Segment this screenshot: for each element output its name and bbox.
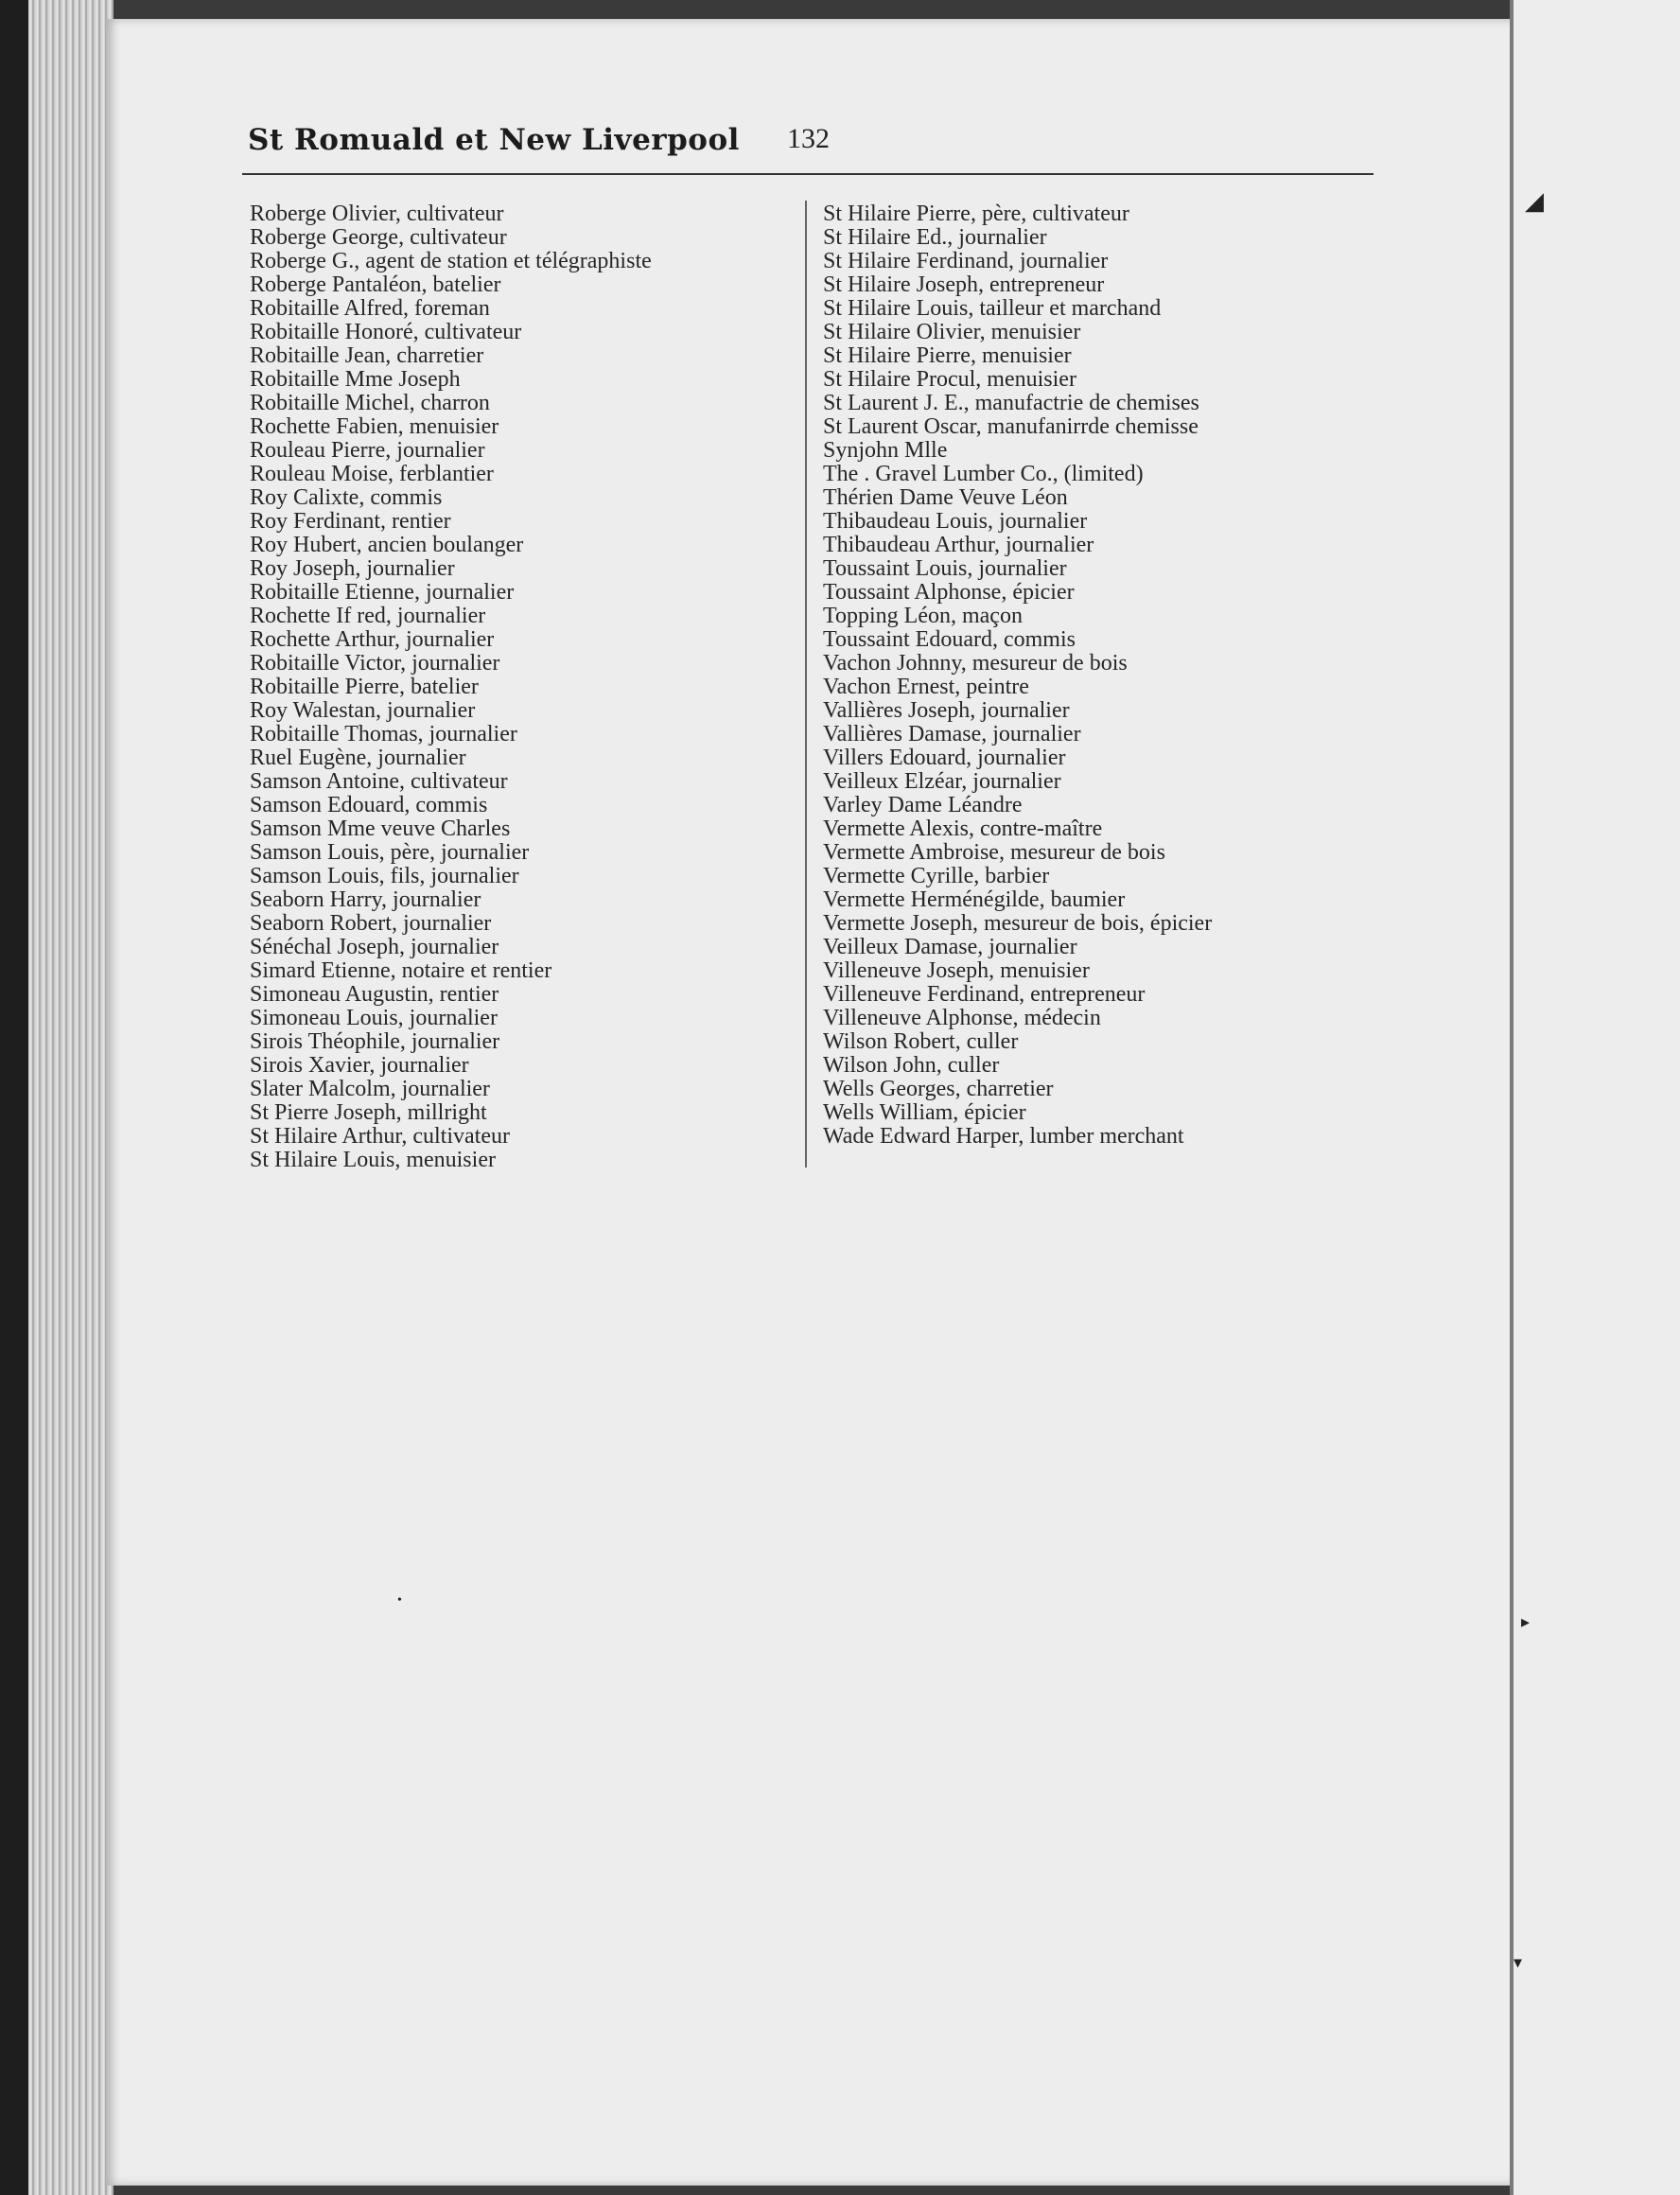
directory-entry: Robitaille Pierre, batelier — [250, 675, 479, 699]
directory-entry: St Hilaire Louis, menuisier — [250, 1148, 496, 1172]
directory-entry: Vachon Ernest, peintre — [823, 675, 1029, 699]
margin-mark: ▸ — [1521, 1612, 1531, 1631]
directory-entry: Wilson Robert, culler — [823, 1029, 1019, 1054]
directory-entry: St Hilaire Procul, menuisier — [823, 367, 1076, 392]
directory-entry: Robitaille Alfred, foreman — [250, 296, 490, 321]
directory-entry: St Hilaire Pierre, père, cultivateur — [823, 202, 1129, 226]
directory-entry: Wade Edward Harper, lumber merchant — [823, 1124, 1184, 1149]
directory-entry: Rochette Fabien, menuisier — [250, 414, 499, 439]
directory-entry: Villeneuve Joseph, menuisier — [823, 958, 1090, 983]
facing-page-margin — [1514, 0, 1680, 2195]
directory-entry: Robitaille Jean, charretier — [250, 343, 484, 368]
directory-entry: Rochette Arthur, journalier — [250, 627, 495, 652]
directory-entry: Synjohn Mlle — [823, 438, 948, 463]
directory-entry: St Hilaire Ed., journalier — [823, 225, 1047, 250]
directory-entry: Thérien Dame Veuve Léon — [823, 485, 1068, 510]
directory-entry: Robitaille Victor, journalier — [250, 651, 500, 676]
directory-entry: Villeneuve Alphonse, médecin — [823, 1006, 1101, 1030]
directory-entry: Samson Edouard, commis — [250, 793, 488, 817]
book-page-edges — [28, 0, 114, 2195]
directory-entry: Simoneau Augustin, rentier — [250, 982, 499, 1007]
directory-entry: Wells William, épicier — [823, 1100, 1026, 1125]
directory-entry: Simoneau Louis, journalier — [250, 1006, 498, 1030]
header-rule — [242, 173, 1374, 175]
directory-entry: Thibaudeau Arthur, journalier — [823, 533, 1094, 557]
margin-mark: ▾ — [1514, 1953, 1523, 1972]
directory-entry: Vallières Damase, journalier — [823, 722, 1081, 746]
directory-entry: St Laurent Oscar, manufanirrde chemisse — [823, 414, 1199, 439]
directory-entry: Robitaille Michel, charron — [250, 391, 490, 415]
column-divider — [805, 201, 807, 1168]
directory-entry: Roy Joseph, journalier — [250, 556, 455, 581]
directory-entry: Varley Dame Léandre — [823, 793, 1023, 817]
directory-entry: Samson Mme veuve Charles — [250, 817, 511, 841]
directory-entry: St Hilaire Louis, tailleur et marchand — [823, 296, 1162, 321]
directory-entry: St Hilaire Ferdinand, journalier — [823, 249, 1109, 273]
directory-entry: Simard Etienne, notaire et rentier — [250, 958, 552, 983]
directory-entry: Roberge Olivier, cultivateur — [250, 202, 504, 226]
directory-entry: Roy Calixte, commis — [250, 485, 443, 510]
directory-entry: Rochette If red, journalier — [250, 604, 486, 628]
directory-entry: Villeneuve Ferdinand, entrepreneur — [823, 982, 1146, 1007]
directory-entry: St Hilaire Olivier, menuisier — [823, 320, 1081, 344]
directory-entry: Robitaille Mme Joseph — [250, 367, 461, 392]
ink-speck: • — [397, 1593, 402, 1607]
directory-entry: Slater Malcolm, journalier — [250, 1077, 490, 1101]
directory-entry: Roberge George, cultivateur — [250, 225, 507, 250]
directory-entry: Veilleux Damase, journalier — [823, 935, 1077, 959]
directory-entry: Roberge Pantaléon, batelier — [250, 272, 501, 297]
directory-entry: Samson Louis, fils, journalier — [250, 864, 519, 888]
directory-entry: St Pierre Joseph, millright — [250, 1100, 487, 1125]
directory-entry: Vallières Joseph, journalier — [823, 698, 1070, 723]
page-title: St Romuald et New Liverpool — [248, 123, 740, 157]
directory-entry: St Hilaire Arthur, cultivateur — [250, 1124, 510, 1149]
directory-entry: Roy Walestan, journalier — [250, 698, 476, 723]
directory-entry: Roberge G., agent de station et télégraphiste — [250, 249, 652, 273]
directory-entry: Vermette Alexis, contre-maître — [823, 817, 1103, 841]
running-header — [248, 123, 1374, 161]
directory-entry: Seaborn Harry, journalier — [250, 887, 481, 912]
directory-entry: Wilson John, culler — [823, 1053, 1000, 1078]
directory-entry: Thibaudeau Louis, journalier — [823, 509, 1088, 534]
directory-entry: Roy Hubert, ancien boulanger — [250, 533, 524, 557]
directory-entry: Vermette Herménégilde, baumier — [823, 887, 1126, 912]
margin-mark: ◢ — [1525, 187, 1544, 215]
page-number: 132 — [787, 123, 830, 154]
directory-entry: Sirois Xavier, journalier — [250, 1053, 469, 1078]
directory-entry: Villers Edouard, journalier — [823, 746, 1066, 770]
directory-entry: The . Gravel Lumber Co., (limited) — [823, 462, 1144, 486]
directory-entry: Rouleau Moise, ferblantier — [250, 462, 494, 486]
directory-entry: Wells Georges, charretier — [823, 1077, 1054, 1101]
directory-entry: Robitaille Etienne, journalier — [250, 580, 515, 605]
directory-entry: Topping Léon, maçon — [823, 604, 1023, 628]
right-directory-column — [823, 202, 1212, 1149]
directory-entry: Robitaille Honoré, cultivateur — [250, 320, 522, 344]
directory-entry: Sénéchal Joseph, journalier — [250, 935, 499, 959]
directory-entry: Seaborn Robert, journalier — [250, 911, 492, 936]
directory-entry: Toussaint Edouard, commis — [823, 627, 1076, 652]
directory-entry: Vermette Joseph, mesureur de bois, épicier — [823, 911, 1213, 936]
directory-entry: St Hilaire Joseph, entrepreneur — [823, 272, 1105, 297]
directory-entry: Toussaint Louis, journalier — [823, 556, 1067, 581]
directory-entry: Toussaint Alphonse, épicier — [823, 580, 1075, 605]
directory-entry: Samson Antoine, cultivateur — [250, 769, 508, 794]
directory-entry: Vermette Ambroise, mesureur de bois — [823, 840, 1165, 865]
left-directory-column — [250, 202, 652, 1172]
directory-entry: Sirois Théophile, journalier — [250, 1029, 500, 1054]
directory-entry: Vermette Cyrille, barbier — [823, 864, 1050, 888]
directory-entry: Robitaille Thomas, journalier — [250, 722, 517, 746]
directory-entry: St Laurent J. E., manufactrie de chemises — [823, 391, 1199, 415]
directory-entry: Samson Louis, père, journalier — [250, 840, 530, 865]
directory-entry: St Hilaire Pierre, menuisier — [823, 343, 1072, 368]
directory-entry: Veilleux Elzéar, journalier — [823, 769, 1061, 794]
directory-entry: Ruel Eugène, journalier — [250, 746, 466, 770]
directory-entry: Rouleau Pierre, journalier — [250, 438, 485, 463]
directory-entry: Vachon Johnny, mesureur de bois — [823, 651, 1128, 676]
directory-entry: Roy Ferdinant, rentier — [250, 509, 451, 534]
